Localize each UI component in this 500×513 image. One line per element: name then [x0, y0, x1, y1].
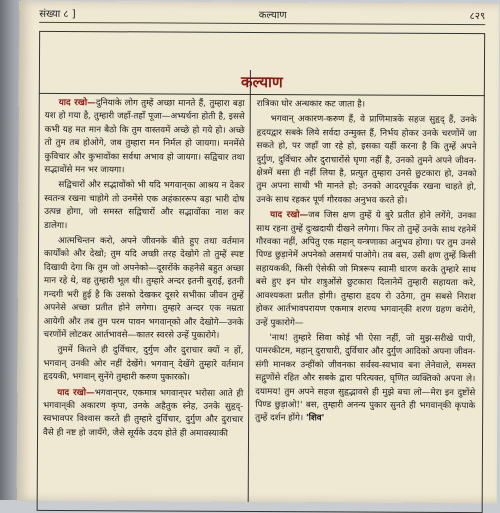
magazine-page — [17, 1, 500, 504]
paragraph-text: सद्विचारों और सद्भावोंको भी यदि भगवान्‌का आश्रय न देकर स्वतन्त्र रखना चाहोगे तो उनमेंसे एक अहंकाररूप बड़ा भारी दोष उत्पन्न होगा, जो समस्त सद्विचारों और सद्भावोंका नाश कर डालेगा। — [44, 180, 245, 231]
paragraph — [43, 344, 243, 385]
paragraph-text: जब जिस क्षण तुम्हें ये बुरे प्रतीत होने लगेंगे, उनका साथ रहना तुम्हें दुःखदायी दीखने लगेगा। फिर तो तुम्हें उनके साथ रहनेमें गौरवका नहीं, अपितु एक महान् यन्त्रणाका अनुभव होगा। पर तुम उनसे पिण्ड छुड़ानेमें अपनेको असमर्थ पाओगे। तब बस, उसी क्षण तुम्हें किसी सहायककी, किसी ऐसेकी जो मित्ररूप स्वामी धारण करके तुम्हारे साथ बसे हुए इन घोर शत्रुओंसे छुटकारा दिलानेमें तुम्हारी सहायता करे, आवश्यकता प्रतीत होगी। तुम्हारा हृदय रो उठेगा, तुम सबसे निराश होकर आर्तभावपरायण एकमात्र शरण्य भगवान्‌की शरण ग्रहण करोगे, उन्हें पुकारोगे— — [255, 210, 477, 328]
right-column — [255, 98, 477, 429]
paragraph-text: 'नाथ! तुम्हारे सिवा कोई भी ऐसा नहीं, जो मुझ-सरीखे पापी, पामरकीटम, महान् दुराचारी, दुर्विचार और दुर्गुण आदिको अपना जीवन-संगी मानकर उन्हींको जीवनका सर्वस्व-स्वभाव बना लेनेवाले, समस्त सद्गुणोंसे रहित और सबके द्वारा परित्यक्त, घृणित व्यक्तिको अपना ले। दयामय! तुम अपने सहज सुहृद्भावसे ही मुझे बचा लो—मेरा इन दुष्टोंसे पिण्ड छुड़ाओ!' बस, तुम्हारी अनन्य पुकार सुनते ही भगवान्‌की कृपाके तुम्हें दर्शन होंगे। — [255, 332, 476, 424]
paragraph-text: तुममें कितने ही दुर्विचार, दुर्गुण और दुराचार क्यों न हों, भगवान् उनकी ओर नहीं देखेंगे। भगवान् देखेंगे तुम्हारे वर्तमान हृदयकी, भगवान् सुनेंगे तुम्हारी करुण पुकारको। — [43, 345, 244, 383]
paragraph — [44, 97, 244, 178]
paragraph — [256, 113, 476, 208]
paragraph-lead: याद रखो— — [57, 387, 95, 398]
paragraph-text: आत्मचिन्तन करो, अपने जीवनके बीते हुए तथा वर्तमान कार्योंको और देखो; तुम यदि अच्छी तरह देखोगे तो तुम्हें स्पष्ट दिखायी देगा कि तुम जो अपनेको—दूसरोंके कहनेसे बहुत अच्छा मान रहे थे, वह तुम्हारी भूल थी। तुम्हारे अन्दर इतनी बुराई, इतनी गन्दगी भरी हुई है कि उसको देखकर दूसरे सभीका जीवन तुम्हें अपनेसे अच्छा प्रतीत होने लगेगा। तुम्हारे अन्दर एक नम्रता आयेगी और तब तुम परम पावन भगवान्‌को और देखोगे—उनके चरणोंमें लोटकर आर्तभावसे—कातर स्वरसे उन्हें पुकारोगे। — [43, 236, 245, 341]
running-header — [39, 5, 485, 23]
paragraph-lead: याद रखो— — [58, 97, 96, 109]
section-banner: कल्याण — [240, 72, 283, 92]
paragraph — [257, 98, 477, 113]
paragraph-text: दुनियाके लोग तुम्हें अच्छा मानते हैं, तुम्हारा बड़ा यश हो गया है, तुम्हारी जहाँ-तहाँ पूजा—अभ्यर्थना होती है, इससे कभी यह मत मान बैठो कि तुम वास्तवमें अच्छे हो गये हो। अच्छे तो तुम तब होओगे, जब तुम्हारा मन निर्मल हो जायगा। मनमेंसे कुविचार और कुभावोंका सर्वथा अभाव हो जायगा। सद्विचार तथा सद्भावोंसे मन भर जायगा। — [44, 98, 245, 176]
paragraph-text: भगवान्‌पर, एकमात्र भगवान्‌पर भरोसा आते ही भगवान्‌की अकारण कृपा, उनके अहैतुक स्नेह, उनके सुहृद्-स्वभावपर विश्वास करते ही तुम्हारे दुर्विचार, दुर्गुण और दुराचार वैसे ही नष्ट हो जायँगे, जैसे सूर्यके उदय होते ही अमावस्याकी — [43, 387, 244, 439]
issue-number: संख्या ८ ] — [39, 8, 76, 21]
signature: 'शिव' — [305, 413, 325, 424]
paragraph — [43, 386, 243, 441]
paragraph — [44, 179, 244, 234]
header-title: कल्याण — [258, 10, 287, 22]
left-column — [43, 97, 245, 443]
page-number: ८२९ — [469, 11, 486, 23]
paragraph-lead: याद रखो— — [270, 210, 309, 221]
paragraph — [255, 332, 475, 427]
paragraph — [44, 235, 245, 343]
paragraph-text: रात्रिका घोर अन्धकार कट जाता है। — [256, 98, 366, 110]
paragraph-text: भगवान् अकारण-करुण हैं, वे प्राणिमात्रके सहज सुहृद् हैं, उनके हृदयद्वार सबके लिये सर्वदा उन्मुक्त हैं, निर्भय होकर उनके चरणोंमें जा सकते हो, पर जहाँ जा रहे हो, इसका यहीं करना है कि तुम्हें अपने दुर्गुण, दुर्विचार और दुराचारोंसे घृणा नहीं है, उनको तुमने अपने जीवन-क्षेत्रमें बसा ही नहीं लिया है, प्रत्युत तुम्हारा उनसे छुटकारा हो, उनको तुम अपना साथी भी मानते हो; उनको आदरपूर्वक रखना चाहते हो, उनके साथ रहकर पूर्ण गौरवका अनुभव करते हो। — [256, 114, 477, 206]
paragraph — [256, 209, 477, 331]
